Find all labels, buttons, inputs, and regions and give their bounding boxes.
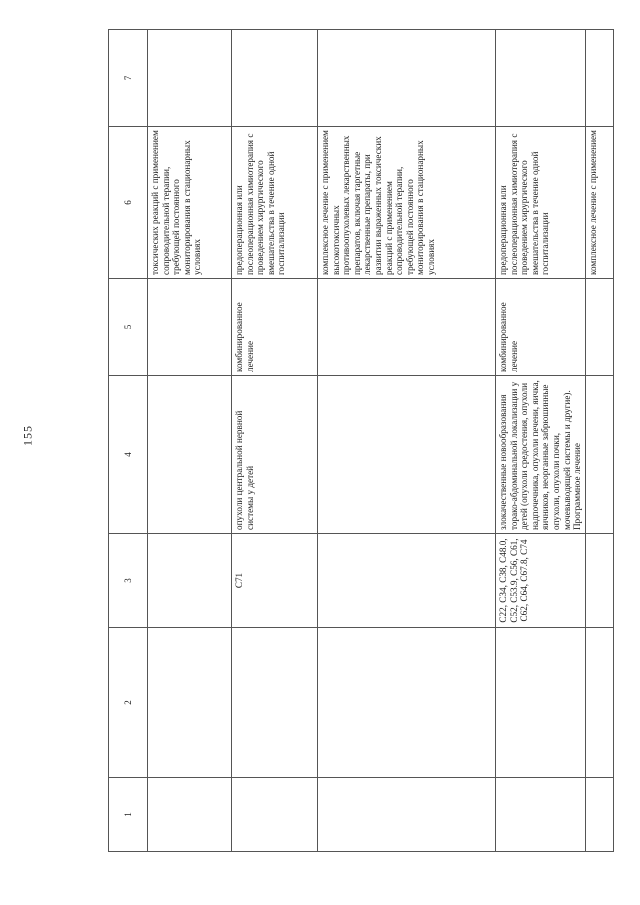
cell-col1 — [318, 778, 496, 852]
cell-method: предоперационная или послеоперационная химиотерапия с проведением хирургического вмешательства в течение одной госпитализации — [496, 127, 586, 279]
header-cell: 3 — [109, 534, 148, 628]
cell-diagnosis — [585, 376, 613, 534]
cell-diagnosis — [318, 376, 496, 534]
cell-code: C71 — [232, 534, 318, 628]
cell-code — [585, 534, 613, 628]
cell-diagnosis: злокачественные новообразования торако-абдоминальной локализации у детей (опухоли средостения, опухоли надпочечника, опухоли печени, яичка, яичников, неорганные забрюшинные опухоли, опухоли почки, мочевыводящей системы и другие). Программное лечение — [496, 376, 586, 534]
cell-treatment-type: комбинированное лечение — [496, 279, 586, 376]
cell-col7 — [148, 30, 232, 127]
header-cell: 6 — [109, 127, 148, 279]
cell-code — [318, 534, 496, 628]
cell-col7 — [318, 30, 496, 127]
cell-method: предоперационная или послеоперационная химиотерапия с проведением хирургического вмешательства в течение одной госпитализации — [232, 127, 318, 279]
page-number: 155 — [20, 425, 35, 446]
cell-col7 — [585, 30, 613, 127]
cell-col2 — [232, 628, 318, 778]
cell-col7 — [232, 30, 318, 127]
cell-treatment-type — [318, 279, 496, 376]
cell-code: C22, C34, C38, C48.0, C52, C53.9, C56, C61, C62, C64, C67.8, C74 — [496, 534, 586, 628]
cell-method: комплексное лечение с применением высокотоксичных противоопухолевых лекарственных препаратов, включая таргетные лекарственные препараты, при развитии выраженных токсических реакций с применением сопроводительной терапии, требующей постоянного мониторирования в стационарных условиях — [318, 127, 496, 279]
cell-col1 — [148, 778, 232, 852]
treatment-table — [108, 29, 614, 852]
cell-col2 — [585, 628, 613, 778]
header-cell: 5 — [109, 279, 148, 376]
cell-col1 — [232, 778, 318, 852]
table-header-row — [109, 30, 148, 852]
cell-treatment-type — [148, 279, 232, 376]
table-row — [318, 30, 496, 852]
rotated-table-canvas — [108, 30, 628, 852]
cell-treatment-type: комбинированное лечение — [232, 279, 318, 376]
cell-diagnosis: опухоли центральной нервной системы у детей — [232, 376, 318, 534]
header-cell: 4 — [109, 376, 148, 534]
header-cell: 7 — [109, 30, 148, 127]
cell-col7 — [496, 30, 586, 127]
cell-diagnosis — [148, 376, 232, 534]
table-row — [148, 30, 232, 852]
cell-col1 — [496, 778, 586, 852]
cell-method: комплексное лечение с применением — [585, 127, 613, 279]
header-cell: 1 — [109, 778, 148, 852]
cell-col1 — [585, 778, 613, 852]
table-row — [232, 30, 318, 852]
cell-code — [148, 534, 232, 628]
cell-col2 — [148, 628, 232, 778]
cell-treatment-type — [585, 279, 613, 376]
cell-col2 — [318, 628, 496, 778]
table-row — [585, 30, 613, 852]
cell-method: токсических реакций с применением сопроводительной терапии, требующей постоянного мониторирования в стационарных условиях — [148, 127, 232, 279]
table-row — [496, 30, 586, 852]
header-cell: 2 — [109, 628, 148, 778]
cell-col2 — [496, 628, 586, 778]
